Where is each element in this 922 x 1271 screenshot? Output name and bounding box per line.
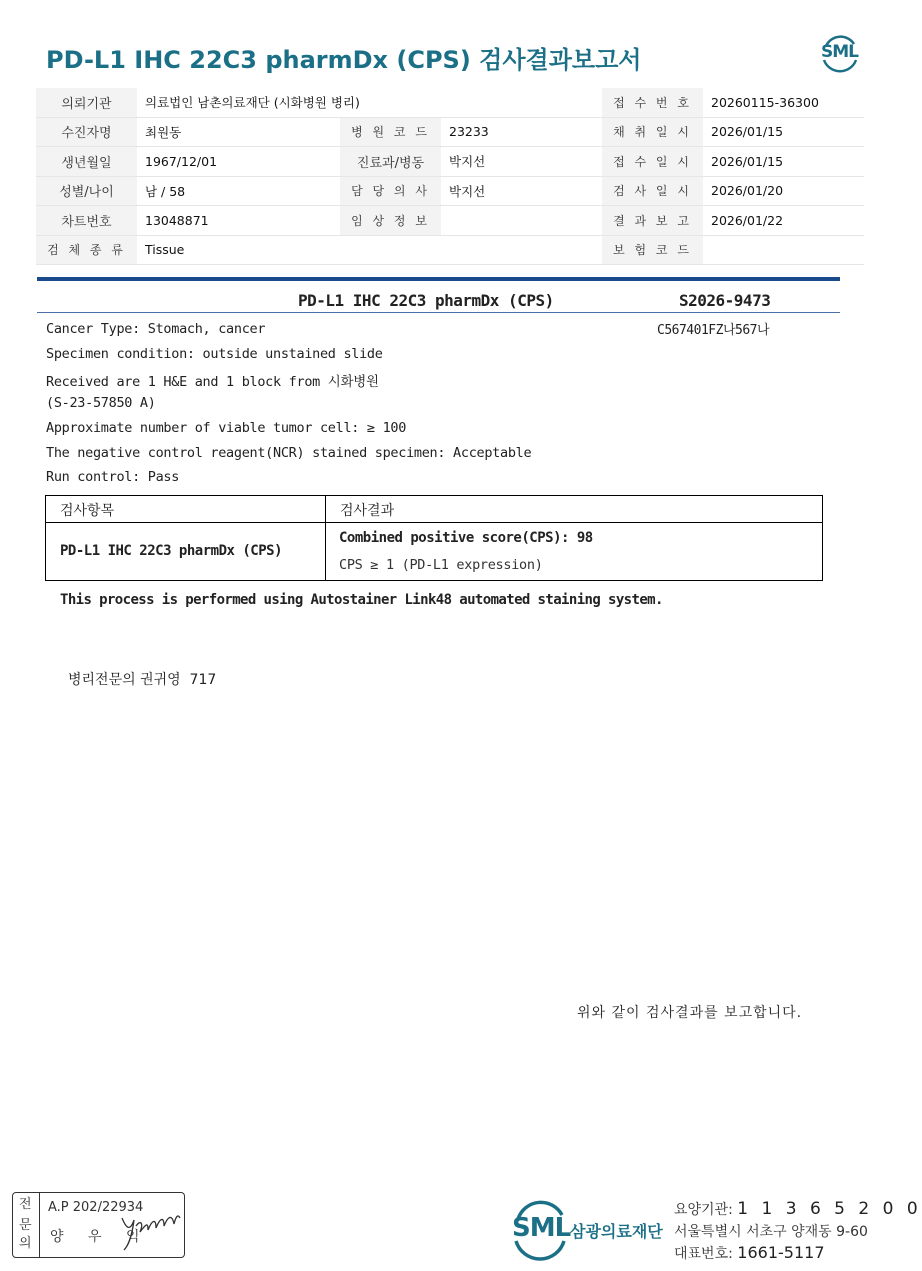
footer-address: 서울특별시 서초구 양재동 9-60 — [674, 1224, 868, 1240]
section-divider — [37, 277, 840, 281]
report-line: Specimen condition: outside unstained slide — [46, 346, 383, 362]
patient-name-value: 최원동 — [137, 117, 340, 147]
info-row — [36, 147, 864, 177]
result-score: Combined positive score(CPS): 98 — [339, 530, 593, 546]
report-title: PD-L1 IHC 22C3 pharmDx (CPS) 검사결과보고서 — [46, 46, 642, 74]
footer-sml-logo — [510, 1199, 570, 1259]
test-date-value: 2026/01/20 — [703, 176, 864, 206]
report-date-value: 2026/01/22 — [703, 206, 864, 236]
report-date-label: 결 과 보 고 — [602, 206, 703, 236]
test-date-label: 검 사 일 시 — [602, 176, 703, 206]
info-row — [36, 88, 864, 117]
result-header-item: 검사항목 — [60, 503, 115, 519]
receipt-date-label: 접 수 일 시 — [602, 147, 703, 177]
logo-text: SML — [821, 42, 858, 62]
phone-value: 1661-5117 — [737, 1243, 825, 1262]
result-table-column-divider — [325, 495, 326, 581]
stamp-side-label: 의 — [19, 1236, 32, 1251]
info-row — [36, 235, 864, 265]
result-interpretation: CPS ≥ 1 (PD-L1 expression) — [339, 557, 543, 573]
test-title: PD-L1 IHC 22C3 pharmDx (CPS) — [298, 291, 554, 310]
referring-institution-label: 의뢰기관 — [36, 88, 137, 117]
info-row — [36, 206, 864, 236]
physician-value: 박지선 — [441, 176, 602, 206]
specimen-type-label: 검 체 종 류 — [36, 235, 137, 265]
collection-date-value: 2026/01/15 — [703, 117, 864, 147]
report-line: Approximate number of viable tumor cell: ≥ 100 — [46, 420, 407, 436]
info-row — [36, 176, 864, 206]
birth-label: 생년월일 — [36, 147, 137, 177]
insurance-code-label: 보 험 코 드 — [602, 235, 703, 265]
receipt-no-value: 20260115-36300 — [703, 88, 864, 117]
section-divider-thin — [37, 312, 840, 313]
sml-logo — [820, 32, 860, 72]
report-line: (S-23-57850 A) — [46, 395, 156, 411]
process-note: This process is performed using Autostainer Link48 automated staining system. — [60, 592, 663, 608]
closing-statement: 위와 같이 검사결과를 보고합니다. — [577, 1005, 803, 1021]
birth-value: 1967/12/01 — [137, 147, 340, 177]
referring-institution-value: 의료법인 남촌의료재단 (시화병원 병리) — [137, 88, 602, 117]
organization-name: 삼광의료재단 — [570, 1222, 663, 1241]
department-value: 박지선 — [441, 147, 602, 177]
department-label: 진료과/병동 — [340, 147, 441, 177]
report-line: The negative control reagent(NCR) stained specimen: Acceptable — [46, 445, 532, 461]
report-sub-code: C567401FZ나567나 — [657, 323, 770, 338]
chart-no-value: 13048871 — [137, 206, 340, 236]
stamp-divider — [39, 1193, 40, 1257]
insurance-code-value — [703, 235, 864, 265]
stamp-side-label: 문 — [19, 1218, 32, 1233]
signature-icon — [118, 1206, 182, 1252]
stamp-code: A.P 202/22934 — [48, 1200, 144, 1215]
patient-name-label: 수진자명 — [36, 117, 137, 147]
chart-no-label: 차트번호 — [36, 206, 137, 236]
footer-logo-text: SML — [512, 1213, 571, 1243]
phone-label: 대표번호: — [674, 1246, 733, 1262]
collection-date-label: 채 취 일 시 — [602, 117, 703, 147]
footer-institution-code — [674, 1199, 922, 1219]
code-value: 1 1 3 6 5 2 0 0 — [737, 1199, 922, 1219]
result-header-result: 검사결과 — [340, 503, 395, 519]
result-item-name: PD-L1 IHC 22C3 pharmDx (CPS) — [60, 543, 283, 559]
sex-age-label: 성별/나이 — [36, 176, 137, 206]
patient-info-table — [36, 88, 864, 265]
report-line: Received are 1 H&E and 1 block from 시화병원 — [46, 374, 379, 390]
receipt-date-value: 2026/01/15 — [703, 147, 864, 177]
pathologist-signoff: 병리전문의 권귀영 717 — [68, 672, 217, 688]
code-label: 요양기관: — [674, 1202, 733, 1218]
report-line: Cancer Type: Stomach, cancer — [46, 321, 266, 337]
specimen-type-value: Tissue — [137, 235, 602, 265]
info-row — [36, 117, 864, 147]
stamp-side-label: 전 — [19, 1197, 32, 1212]
hospital-code-value: 23233 — [441, 117, 602, 147]
stamp-person: 양 우 익 — [50, 1229, 150, 1245]
physician-label: 담 당 의 사 — [340, 176, 441, 206]
hospital-code-label: 병 원 코 드 — [340, 117, 441, 147]
result-table-divider — [45, 522, 823, 523]
report-code: S2026-9473 — [679, 291, 771, 310]
footer-phone — [674, 1243, 825, 1263]
receipt-no-label: 접 수 번 호 — [602, 88, 703, 117]
sex-age-value: 남 / 58 — [137, 176, 340, 206]
clinical-info-label: 임 상 정 보 — [340, 206, 441, 236]
clinical-info-value — [441, 206, 602, 236]
report-line: Run control: Pass — [46, 469, 180, 485]
